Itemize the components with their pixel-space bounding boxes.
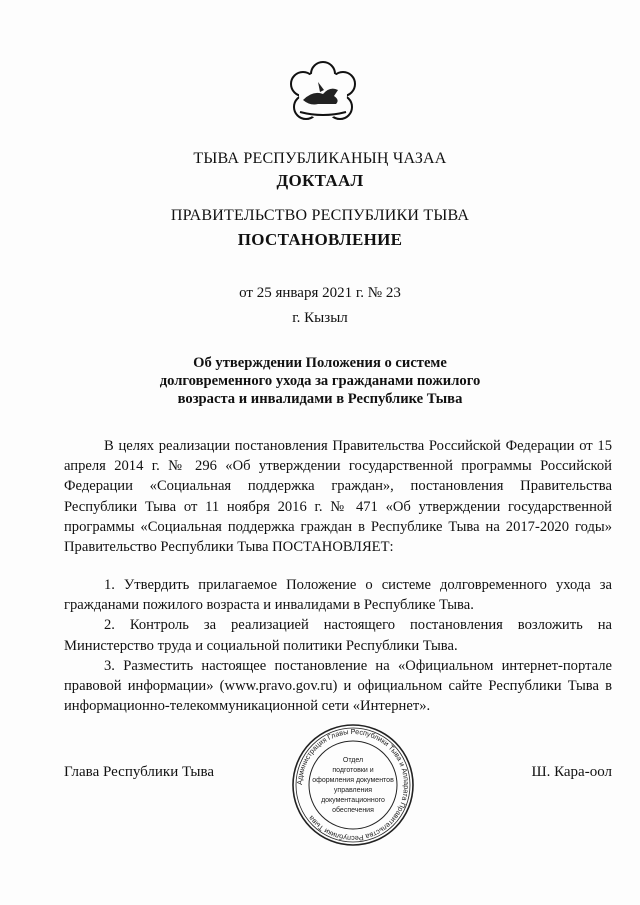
subject-line-2: долговременного ухода за гражданами пожилого [159, 373, 481, 389]
item-1: 1. Утвердить прилагаемое Положение о системе долговременного ухода за гражданами пожилого возраста и инвалидами в Республике Тыва. [64, 577, 612, 614]
items-block [64, 575, 612, 716]
stamp-line-4: управления [333, 787, 373, 794]
document-date-number: от 25 января 2021 г. № 23 [239, 285, 401, 301]
header-postanovlenie: ПОСТАНОВЛЕНИЕ [237, 230, 403, 249]
svg-text:Администрация Главы Республики [295, 727, 411, 843]
stamp-line-3: оформления документов [312, 777, 394, 784]
subject-line-1: Об утверждении Положения о системе [193, 355, 447, 371]
item-3: 3. Разместить настоящее постановление на «Официальном интернет-портале правовой информации» (www.pravo.gov.ru) и официальном сайте Республики Тыва в информационно-телекоммуникационной сети «Интернет». [64, 657, 612, 715]
official-stamp [290, 722, 416, 848]
preamble-block [64, 436, 612, 557]
header-government-name: ПРАВИТЕЛЬСТВО РЕСПУБЛИКИ ТЫВА [170, 207, 470, 224]
coat-of-arms-emblem [288, 60, 358, 130]
signature-name: Ш. Кара-оол [531, 764, 612, 780]
signature-position: Глава Республики Тыва [64, 764, 215, 780]
item-2: 2. Контроль за реализацией настоящего постановления возложить на Министерство труда и социальной политики Республики Тыва. [64, 617, 612, 654]
stamp-line-6: обеспечения [332, 807, 374, 814]
subject-line-3: возраста и инвалидами в Республике Тыва [177, 391, 463, 407]
document-city: г. Кызыл [292, 310, 348, 326]
stamp-line-1: Отдел [342, 757, 364, 764]
stamp-line-5: документационного [321, 797, 385, 804]
header-doktaal: ДОКТААЛ [276, 171, 364, 190]
header-tuvan-government: ТЫВА РЕСПУБЛИКАНЫҢ ЧАЗАА [193, 150, 447, 167]
stamp-line-2: подготовки и [332, 767, 374, 774]
stamp-ring-text: Администрация Главы Республики Тыва и Аппарата Правительства Республики Тыва [294, 726, 412, 844]
preamble-paragraph: В целях реализации постановления Правительства Российской Федерации от 15 апреля 2014 г. № 296 «Об утверждении государственной программы Российской Федерации «Социальная поддержка граждан», постановления Правительства Республики Тыва от 11 ноября 2016 г. № 471 «Об утверждении государственной программы «Социальная поддержка граждан в Республике Тыва на 2017-2020 годы» Правительство Республики Тыва ПОСТАНОВЛЯЕТ: [64, 438, 612, 556]
